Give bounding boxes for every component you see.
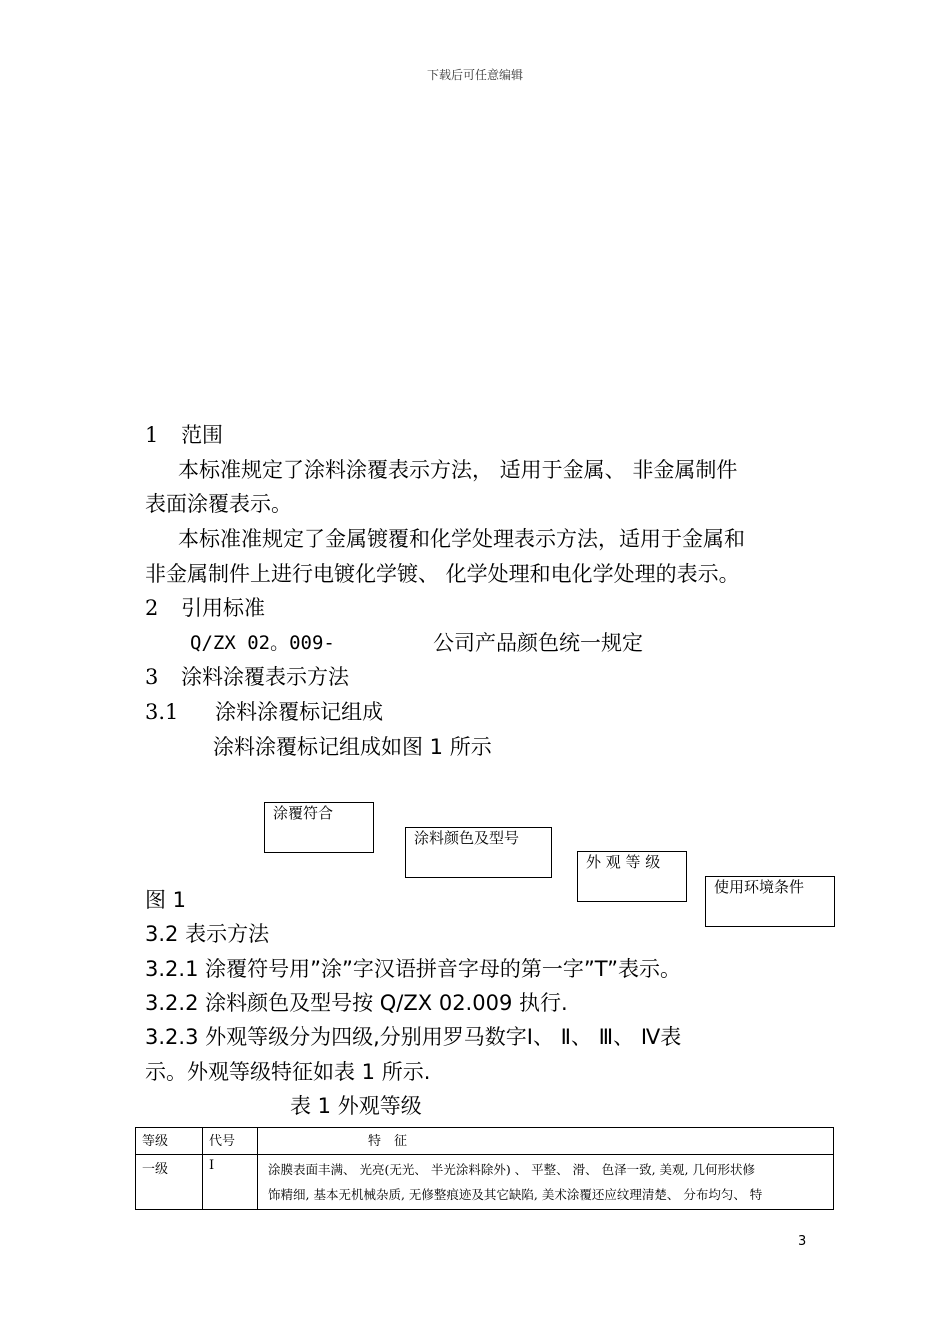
reference-name: 公司产品颜色统一规定 (433, 631, 643, 655)
section-3-2-3-line1: 3.2.3 外观等级分为四级,分别用罗马数字Ⅰ、 Ⅱ、 Ⅲ、 Ⅳ表 (145, 1025, 682, 1049)
figure-box-environment: 使用环境条件 (705, 876, 835, 927)
section-1-para2-line1: 本标准准规定了金属镀覆和化学处理表示方法，适用于金属和 (178, 527, 745, 551)
section-1-para1-line1: 本标准规定了涂料涂覆表示方法， 适用于金属、 非金属制件 (178, 458, 738, 482)
table-cell-grade: 一级 (136, 1155, 203, 1210)
page-number: 3 (798, 1234, 807, 1249)
section-3-2-title: 3.2 表示方法 (145, 922, 270, 946)
page-header: 下载后可任意编辑 (426, 68, 523, 82)
section-3-1-number: 3.1 (145, 700, 179, 724)
section-3-heading (145, 663, 349, 691)
figure-caption: 图 1 (145, 888, 187, 912)
section-1-heading (145, 421, 223, 449)
section-3-1-title: 涂料涂覆标记组成 (215, 700, 384, 724)
table-caption: 表 1 外观等级 (290, 1094, 422, 1118)
section-3-2-1: 3.2.1 涂覆符号用”涂”字汉语拼音字母的第一字”T”表示。 (145, 957, 681, 981)
section-3-1-text: 涂料涂覆标记组成如图 1 所示 (213, 735, 492, 759)
section-1-para1-line2: 表面涂覆表示。 (145, 492, 292, 516)
table-header-row (136, 1128, 834, 1155)
table-cell-feature (258, 1155, 834, 1210)
table-header-code: 代号 (203, 1128, 258, 1155)
section-1-para2-line2: 非金属制件上进行电镀化学镀、 化学处理和电化学处理的表示。 (145, 562, 740, 586)
section-2-title: 引用标准 (181, 596, 266, 620)
section-3-number: 3 (145, 665, 159, 689)
section-3-2-2: 3.2.2 涂料颜色及型号按 Q/ZX 02.009 执行. (145, 991, 568, 1015)
section-1-number: 1 (145, 423, 159, 447)
appearance-grade-table (135, 1127, 834, 1210)
section-1-title: 范围 (181, 423, 224, 447)
table-header-feature: 特 征 (258, 1128, 834, 1155)
section-2-heading (145, 594, 265, 622)
reference-code: Q/ZX 02。009- (190, 632, 335, 654)
figure-box-paint-color: 涂料颜色及型号 (405, 827, 552, 878)
section-3-1-heading (145, 698, 383, 726)
figure-box-appearance-grade: 外 观 等 级 (577, 851, 687, 902)
table-feature-line1: 涂膜表面丰满、 光亮(无光、 半光涂料除外) 、 平整、 滑、 色泽一致, 美观, 几何形状修 (268, 1162, 755, 1177)
section-2-number: 2 (145, 596, 159, 620)
figure-box-coating-symbol: 涂覆符合 (264, 802, 374, 853)
section-3-title: 涂料涂覆表示方法 (181, 665, 350, 689)
table-header-grade: 等级 (136, 1128, 203, 1155)
table-feature-line2: 饰精细, 基本无机械杂质, 无修整痕迹及其它缺陷, 美术涂覆还应纹理清楚、 分布均匀、 特 (268, 1187, 763, 1202)
table-row (136, 1155, 834, 1210)
table-cell-code: Ⅰ (203, 1155, 258, 1210)
section-3-2-3-line2: 示。外观等级特征如表 1 所示. (145, 1060, 431, 1084)
